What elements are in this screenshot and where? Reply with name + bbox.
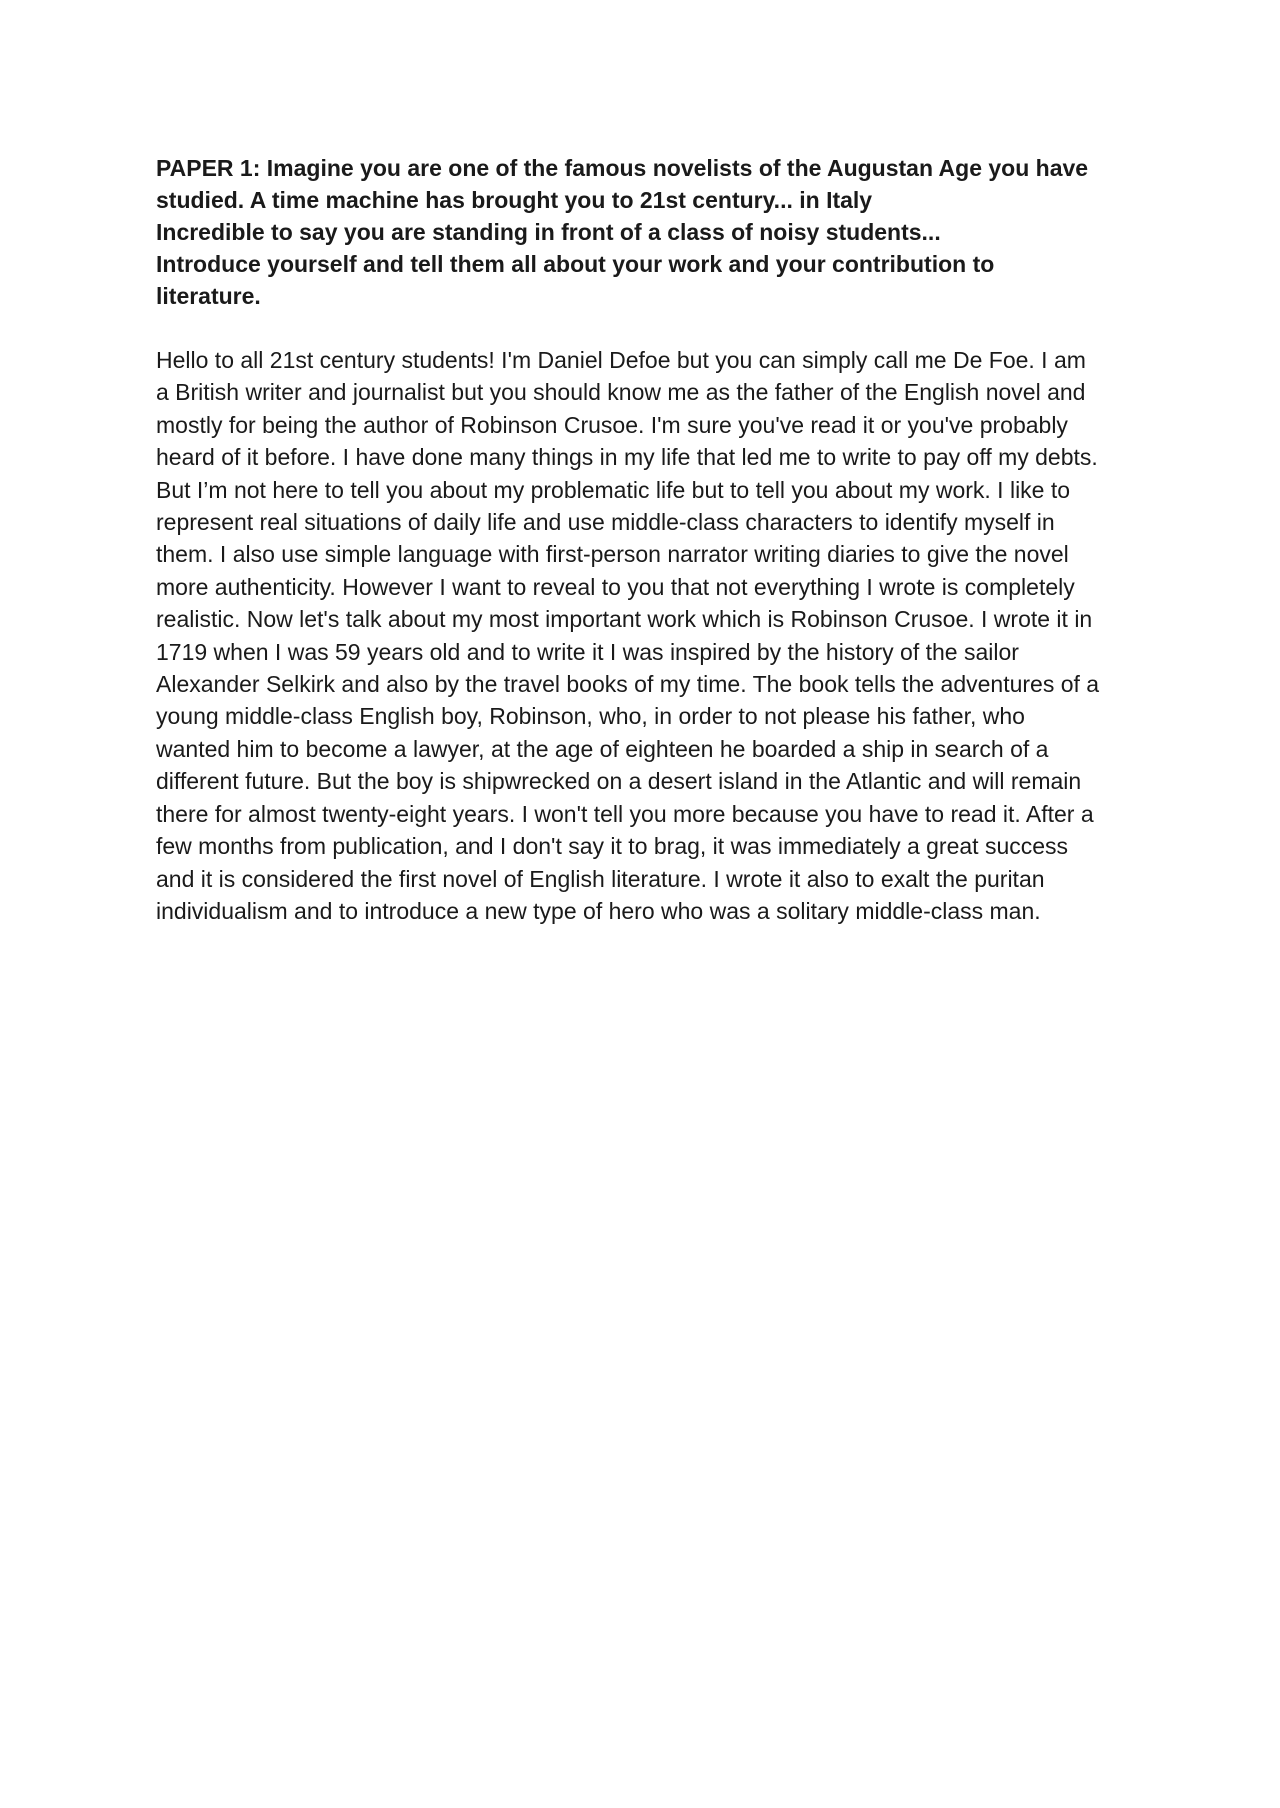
prompt-line: PAPER 1: Imagine you are one of the famous novelists of the Augustan Age you have <box>156 155 1089 181</box>
answer-line: young middle-class English boy, Robinson, who, in order to not please his father, who <box>156 703 1025 730</box>
answer-line: there for almost twenty-eight years. I won't tell you more because you have to read it. After a <box>156 800 1094 827</box>
answer-line: them. I also use simple language with first-person narrator writing diaries to give the novel <box>156 541 1069 568</box>
answer-line: a British writer and journalist but you should know me as the father of the English novel and <box>156 379 1086 406</box>
answer-line: heard of it before. I have done many things in my life that led me to write to pay off my debts. <box>156 444 1098 471</box>
assignment-prompt <box>156 152 1140 312</box>
answer-line: realistic. Now let's talk about my most important work which is Robinson Crusoe. I wrote it in <box>156 606 1093 633</box>
prompt-line: studied. A time machine has brought you to 21st century... in Italy <box>156 187 873 213</box>
answer-line: 1719 when I was 59 years old and to write it I was inspired by the history of the sailor <box>156 638 1019 665</box>
answer-line: individualism and to introduce a new type of hero who was a solitary middle-class man. <box>156 897 1041 924</box>
document-content <box>156 152 1140 927</box>
answer-line: wanted him to become a lawyer, at the age of eighteen he boarded a ship in search of a <box>156 735 1049 762</box>
prompt-line: Introduce yourself and tell them all about your work and your contribution to <box>156 251 995 277</box>
answer-line: more authenticity. However I want to reveal to you that not everything I wrote is completely <box>156 573 1075 600</box>
answer-line: mostly for being the author of Robinson Crusoe. I'm sure you've read it or you've probably <box>156 411 1068 438</box>
answer-line: Alexander Selkirk and also by the travel books of my time. The book tells the adventures of a <box>156 671 1100 698</box>
answer-line: different future. But the boy is shipwrecked on a desert island in the Atlantic and will remain <box>156 768 1082 795</box>
answer-line: Hello to all 21st century students! I'm Daniel Defoe but you can simply call me De Foe. I am <box>156 347 1086 373</box>
answer-line: represent real situations of daily life and use middle-class characters to identify myself in <box>156 509 1055 536</box>
answer-line: But I’m not here to tell you about my problematic life but to tell you about my work. I like to <box>156 476 1071 503</box>
essay-answer <box>156 344 1140 927</box>
prompt-line: literature. <box>156 283 261 309</box>
answer-line: few months from publication, and I don't say it to brag, it was immediately a great success <box>156 833 1069 860</box>
answer-line: and it is considered the first novel of English literature. I wrote it also to exalt the puritan <box>156 865 1045 892</box>
prompt-line: Incredible to say you are standing in front of a class of noisy students... <box>156 219 941 245</box>
